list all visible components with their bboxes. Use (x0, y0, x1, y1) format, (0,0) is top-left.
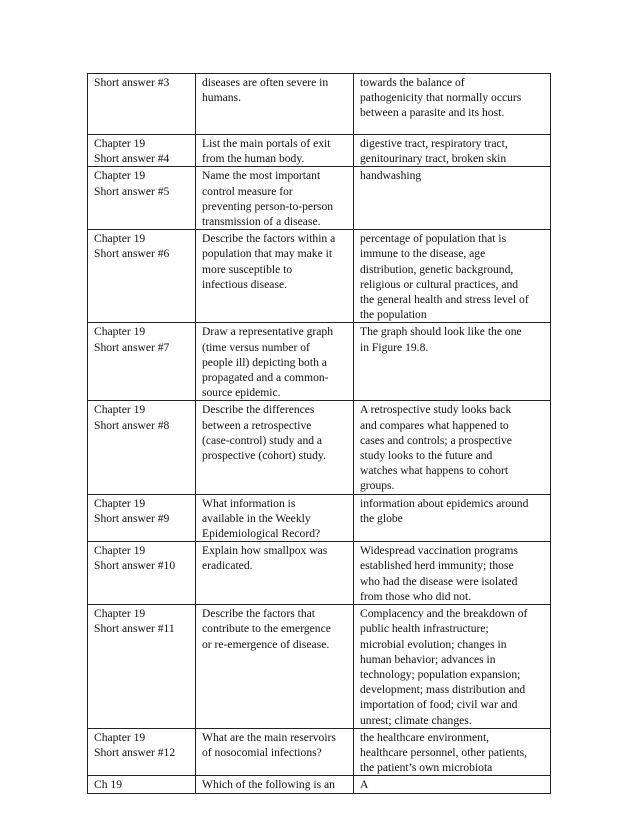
question-cell: Explain how smallpox was eradicated. (196, 542, 354, 605)
chapter-cell: Chapter 19 Short answer #6 (88, 230, 196, 323)
answer-cell: Complacency and the breakdown of public health infrastructure; microbial evolution; changes in human behavior; advances in technology; population expansion; development; mass distribution and importation of food; civil war and unrest; climate changes. (354, 605, 551, 729)
table-row (88, 401, 551, 494)
answer-cell: handwashing (354, 167, 551, 230)
chapter-cell: Chapter 19 Short answer #8 (88, 401, 196, 494)
table-row (88, 230, 551, 323)
chapter-cell: Chapter 19 Short answer #10 (88, 542, 196, 605)
answer-cell: information about epidemics around the globe (354, 494, 551, 542)
answer-cell: towards the balance of pathogenicity that normally occurs between a parasite and its host. (354, 74, 551, 135)
chapter-cell: Chapter 19 Short answer #12 (88, 728, 196, 776)
chapter-cell: Chapter 19 Short answer #4 (88, 135, 196, 167)
chapter-cell: Chapter 19 Short answer #5 (88, 167, 196, 230)
question-cell: Describe the factors that contribute to the emergence or re-emergence of disease. (196, 605, 354, 729)
table-row (88, 135, 551, 167)
chapter-cell: Ch 19 (88, 776, 196, 793)
answer-cell: Widespread vaccination programs established herd immunity; those who had the disease were isolated from those who did not. (354, 542, 551, 605)
question-cell: Which of the following is an (196, 776, 354, 793)
question-cell: diseases are often severe in humans. (196, 74, 354, 135)
question-cell: What information is available in the Weekly Epidemiological Record? (196, 494, 354, 542)
question-cell: Describe the differences between a retrospective (case-control) study and a prospective (cohort) study. (196, 401, 354, 494)
table-row (88, 542, 551, 605)
table-row (88, 74, 551, 135)
answer-table (87, 73, 551, 794)
question-cell: List the main portals of exit from the human body. (196, 135, 354, 167)
answer-cell: A (354, 776, 551, 793)
answer-cell: A retrospective study looks back and compares what happened to cases and controls; a prospective study looks to the future and watches what happens to cohort groups. (354, 401, 551, 494)
answer-cell: the healthcare environment, healthcare personnel, other patients, the patient’s own microbiota (354, 728, 551, 776)
chapter-cell: Short answer #3 (88, 74, 196, 135)
question-cell: Describe the factors within a population that may make it more susceptible to infectious disease. (196, 230, 354, 323)
answer-cell: digestive tract, respiratory tract, genitourinary tract, broken skin (354, 135, 551, 167)
table-row (88, 494, 551, 542)
chapter-cell: Chapter 19 Short answer #7 (88, 323, 196, 401)
chapter-cell: Chapter 19 Short answer #9 (88, 494, 196, 542)
question-cell: Name the most important control measure for preventing person-to-person transmission of a disease. (196, 167, 354, 230)
question-cell: What are the main reservoirs of nosocomial infections? (196, 728, 354, 776)
table-row (88, 728, 551, 776)
table-row (88, 167, 551, 230)
question-cell: Draw a representative graph (time versus number of people ill) depicting both a propagated and a common- source epidemic. (196, 323, 354, 401)
table-row (88, 605, 551, 729)
table-row (88, 323, 551, 401)
answer-cell: The graph should look like the one in Figure 19.8. (354, 323, 551, 401)
chapter-cell: Chapter 19 Short answer #11 (88, 605, 196, 729)
table-row (88, 776, 551, 793)
answer-cell: percentage of population that is immune to the disease, age distribution, genetic background, religious or cultural practices, and the general health and stress level of the population (354, 230, 551, 323)
